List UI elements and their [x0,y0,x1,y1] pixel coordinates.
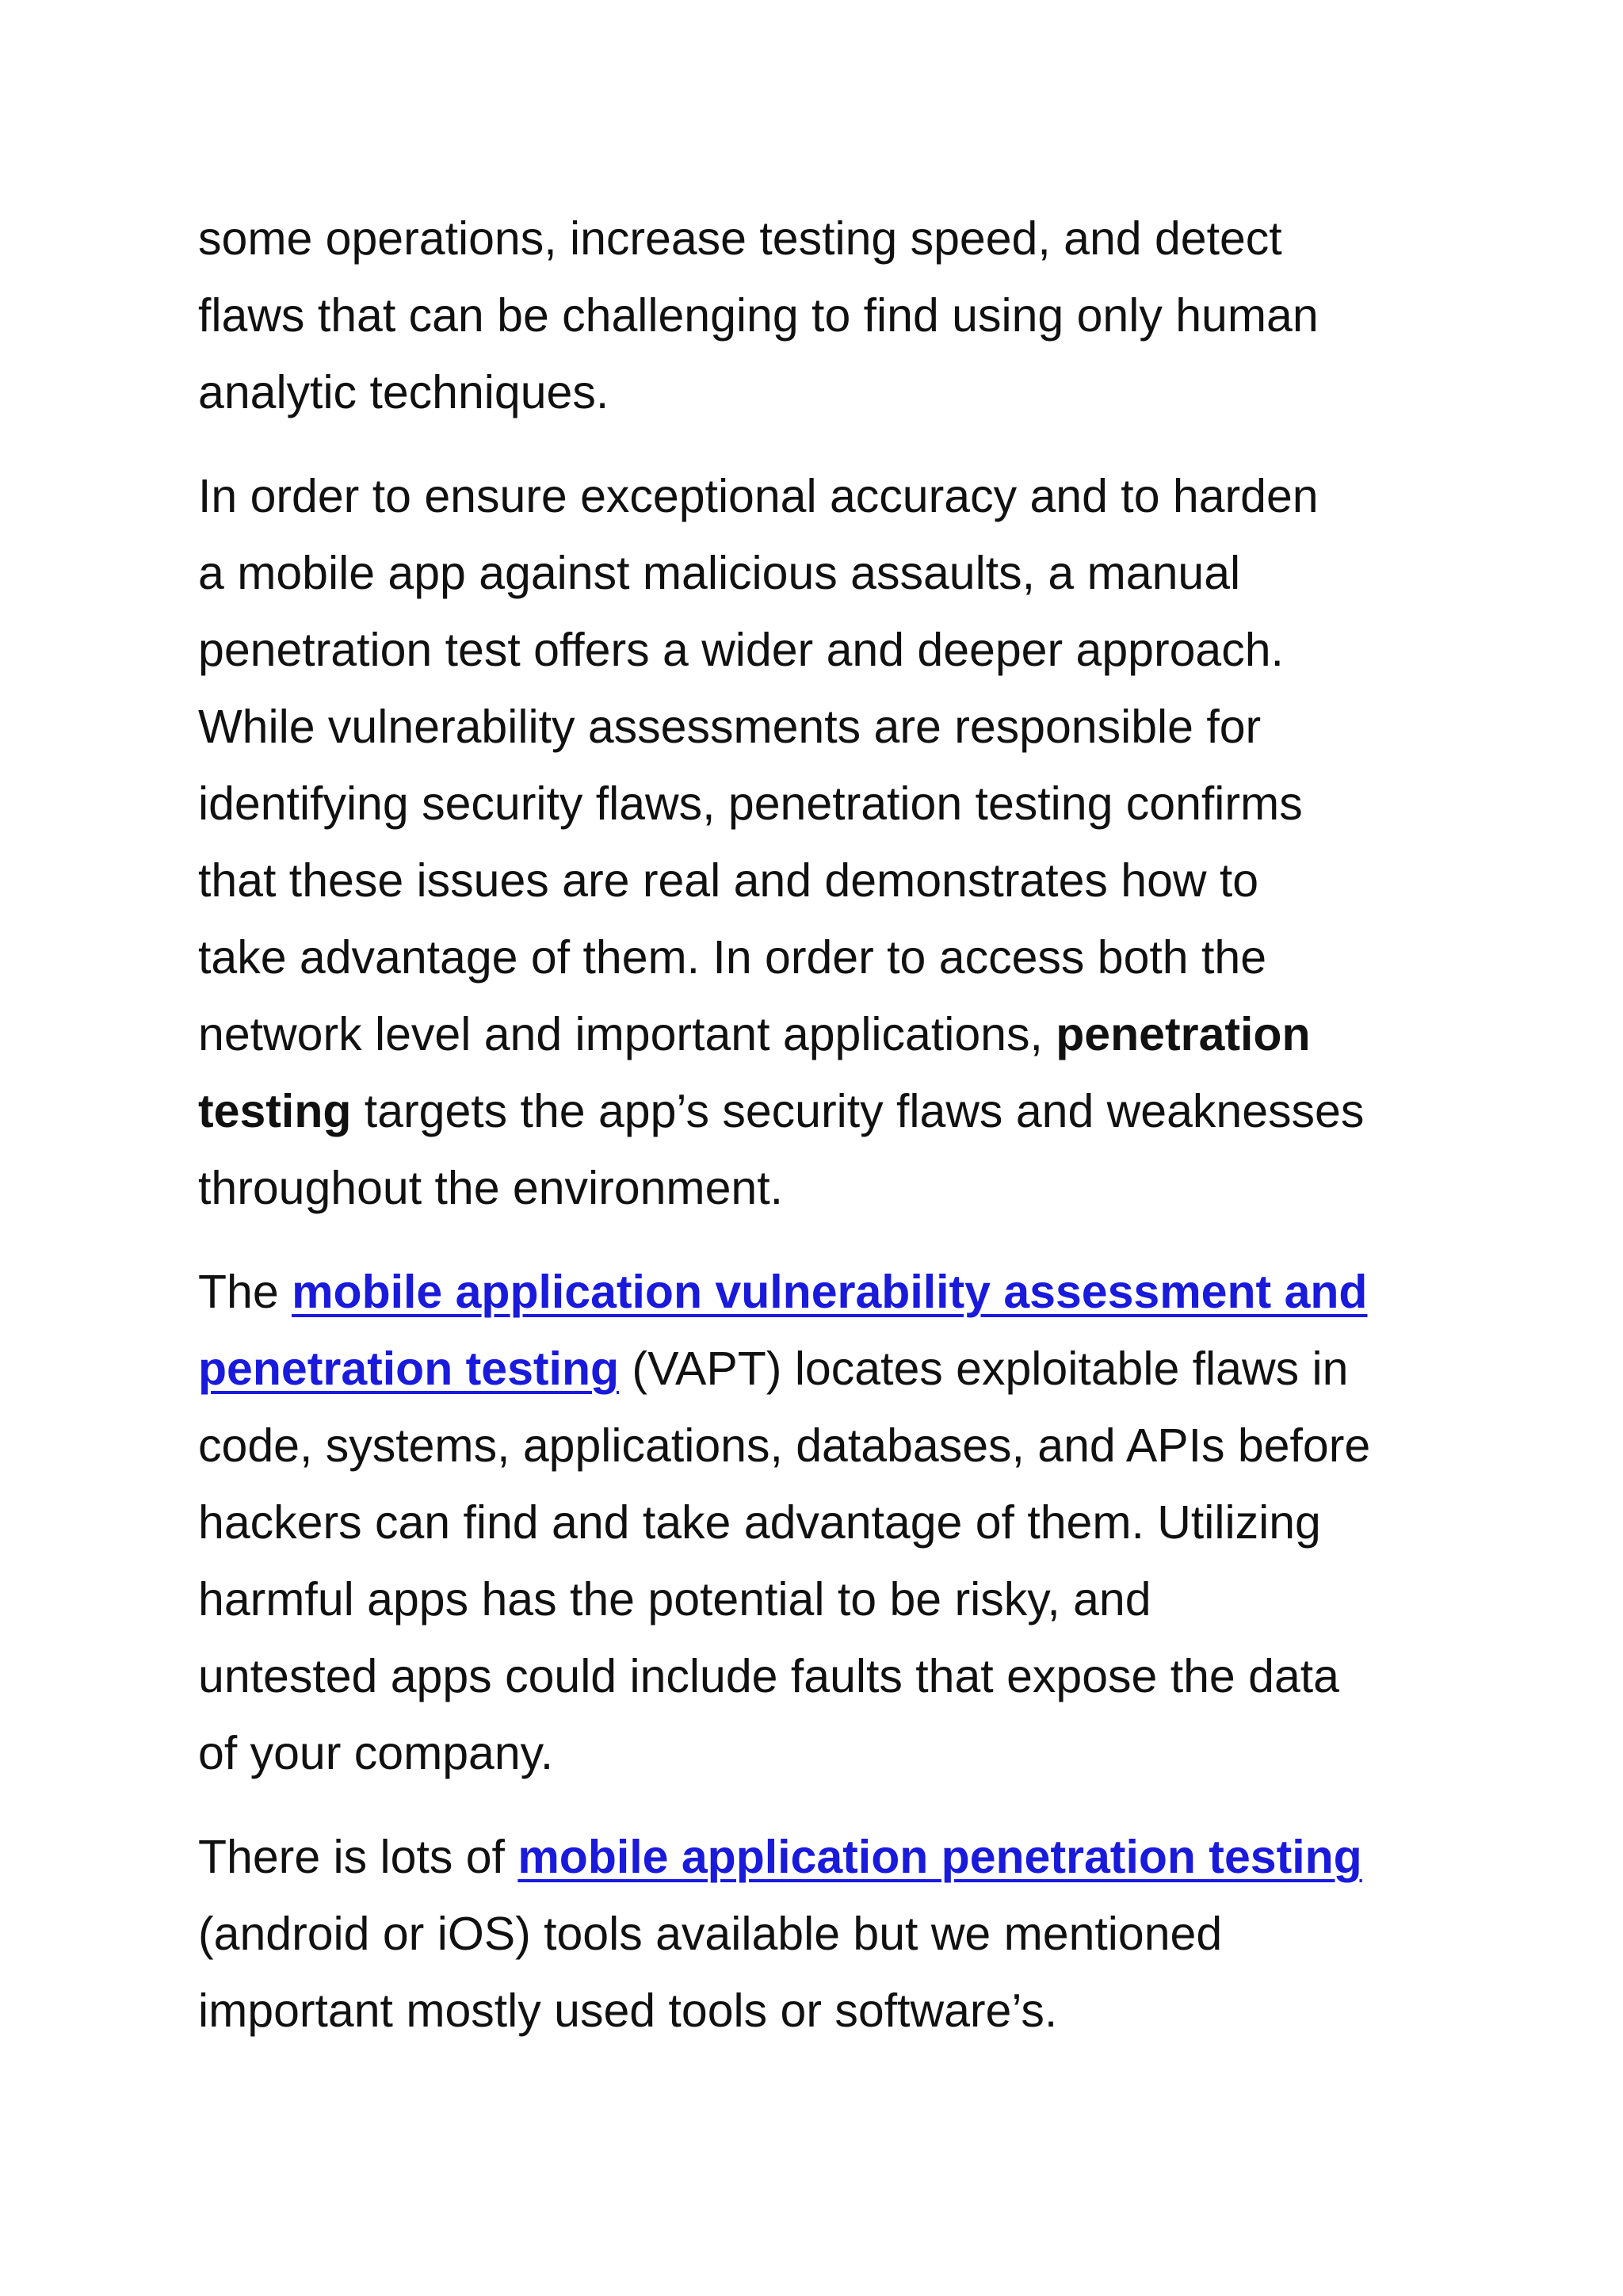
text-line: of your company. [198,1727,554,1779]
link-mobile-pentest[interactable]: mobile application penetration testing [517,1831,1362,1883]
paragraph-3 [198,1254,1458,1792]
text-line: that these issues are real and demonstrates how to [198,854,1259,907]
text-line: analytic techniques. [198,366,609,418]
text-line [198,1819,1458,1896]
text-line: While vulnerability assessments are responsible for [198,701,1262,753]
bold-term-testing: testing [198,1085,352,1137]
text-segment: network level and important applications, [198,1008,1056,1060]
text-line: untested apps could include faults that expose the data [198,1650,1339,1702]
text-line: important mostly used tools or software’s. [198,1985,1058,2037]
text-segment: There is lots of [198,1831,518,1883]
document-body [198,201,1458,2076]
text-line [198,1073,1458,1150]
paragraph-4 [198,1819,1458,2050]
text-segment: The [198,1266,292,1318]
text-line: (android or iOS) tools available but we mentioned [198,1908,1223,1960]
text-line: hackers can find and take advantage of them. Utilizing [198,1496,1321,1549]
link-mobile-vapt-continued[interactable]: penetration testing [198,1343,620,1395]
text-line [198,1254,1458,1331]
link-mobile-vapt[interactable]: mobile application vulnerability assessment and [292,1266,1368,1318]
text-segment: targets the app’s security flaws and weaknesses [351,1085,1365,1137]
text-line: penetration test offers a wider and deeper approach. [198,624,1284,676]
bold-term-penetration: penetration [1056,1008,1311,1060]
text-line: some operations, increase testing speed, and detect [198,212,1282,265]
paragraph-2 [198,458,1458,1227]
text-line: In order to ensure exceptional accuracy and to harden [198,470,1319,522]
text-line: flaws that can be challenging to find using only human [198,289,1319,342]
paragraph-1 [198,201,1458,431]
text-line [198,1331,1458,1408]
text-line: identifying security flaws, penetration testing confirms [198,777,1303,830]
text-segment: (VAPT) locates exploitable flaws in [619,1343,1349,1395]
text-line: harmful apps has the potential to be risky, and [198,1573,1151,1626]
text-line: code, systems, applications, databases, and APIs before [198,1419,1371,1472]
text-line: throughout the environment. [198,1162,783,1214]
text-line [198,996,1458,1073]
text-line: a mobile app against malicious assaults, a manual [198,547,1241,599]
text-line: take advantage of them. In order to access both the [198,931,1267,984]
